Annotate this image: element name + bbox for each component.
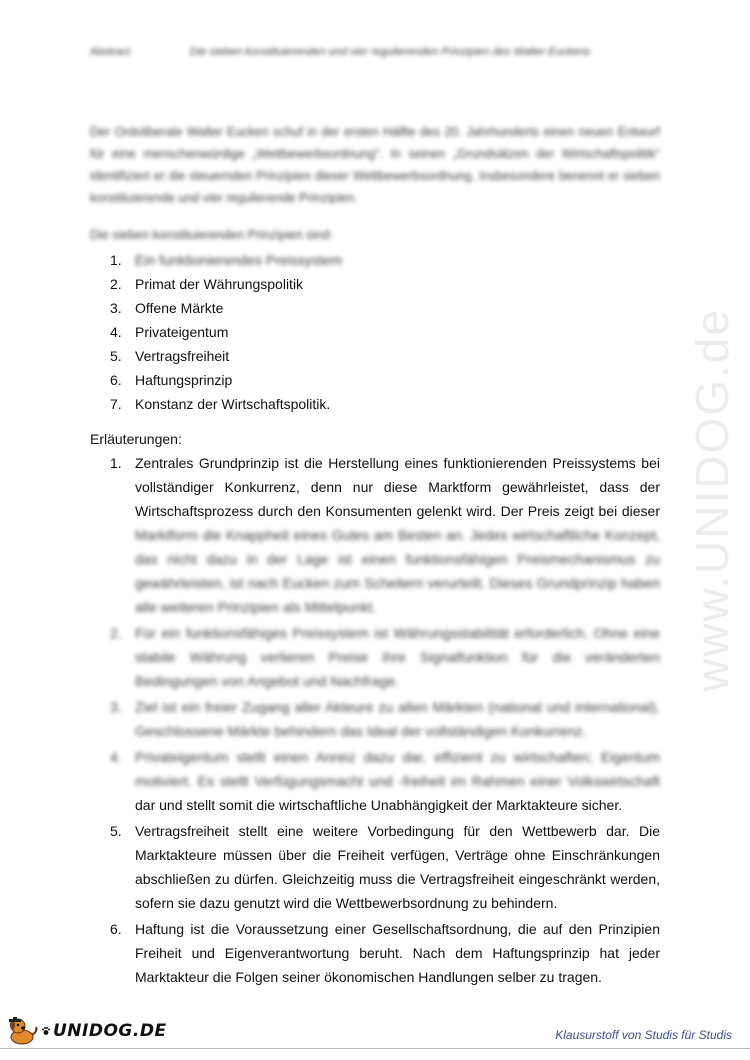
principles-heading: Die sieben konstituierenden Prinzipien sind: [90,228,333,242]
principle-number: 2. [110,276,122,292]
watermark-text: www.UNIDOG.de [686,308,739,692]
explanation-text: Haftung ist die Voraussetzung einer Gesellschaftsordnung, die auf den Prinzipien Freiheit und Eigenverantwortung beruht. Nach dem Haftungsprinzip hat jeder Marktakteur die Folgen seiner ökonomischen Handlungen selber zu tragen. [135,921,660,985]
explanations-list [90,451,660,991]
explanation-number: 5. [110,823,122,839]
principle-text: Haftungsprinzip [135,372,233,388]
footer-tagline: Klausurstoff von Studis für Studis [555,1028,732,1042]
explanation-item [90,451,660,619]
explanations-heading: Erläuterungen: [90,431,182,447]
explanation-item [90,819,660,915]
principle-text: Konstanz der Wirtschaftspolitik. [135,396,331,412]
dog-mascot-icon [6,1016,40,1046]
explanation-item [90,745,660,817]
principle-number: 4. [110,324,122,340]
explanation-text-obscured: Für ein funktionsfähiges Preissystem ist Währungsstabilität erforderlich. Ohne eine stabile Währung verlieren Preise ihre Signalfunktion für die veränderten Bedingungen von Angebot und Nachfrage. [135,625,660,689]
principle-item [90,272,660,296]
explanation-text: Vertragsfreiheit stellt eine weitere Vorbedingung für den Wettbewerb dar. Die Marktakteure müssen über die Freiheit verfügen, Verträge ohne Einschränkungen abschließen zu dürfen. Gleichzeitig muss die Vertragsfreiheit eingeschränkt werden, sofern sie dazu genutzt wird die Wettbewerbsordnung zu behindern. [135,823,660,911]
explanation-text-obscured: Privateigentum stellt einen Anreiz dazu dar, effizient zu wirtschaften; Eigentum motiviert. Es stellt Verfügungsmacht und -freiheit im Rahmen einer Volkswirtschaft [135,749,660,789]
explanation-text-obscured: Marktform die Knappheit eines Gutes am Besten an. Jedes wirtschaftliche Konzept, das nicht dazu in der Lage ist einen funktionsfähigen Preismechanismus zu gewährleisten, ist nach Eucken zum Scheitern verurteilt. Dieses Grundprinzip haben alle weiteren Prinzipien als Mittelpunkt. [135,527,660,615]
explanation-item [90,621,660,693]
paw-icon [41,1026,51,1036]
principle-item [90,248,660,272]
principle-number: 1. [110,252,122,268]
watermark [652,270,750,730]
explanation-text-obscured: Ziel ist ein freier Zugang aller Akteure zu allen Märkten (national und international). Geschlossene Märkte behindern das Ideal der vollständigen Konkurrenz. [135,699,660,739]
explanation-item [90,695,660,743]
explanation-text: dar und stellt somit die wirtschaftliche Unabhängigkeit der Marktakteure sicher. [135,797,623,813]
explanation-number: 2. [110,625,122,641]
explanation-text: Zentrales Grundprinzip ist die Herstellung eines funktionierenden Preissystems bei vollständiger Konkurrenz, denn nur diese Marktform gewährleistet, dass der Wirtschaftsprozess durch den Konsumenten gelenkt wird. Der Preis zeigt bei dieser [135,455,660,519]
principle-text: Primat der Währungspolitik [135,276,304,292]
explanation-number: 4. [110,749,122,765]
unidog-logo[interactable] [6,1016,167,1046]
header-title: Die sieben konstituierenden und vier regulierenden Prinzipien des Walter Euckens [190,46,591,58]
logo-text: UNIDOG.DE [53,1021,167,1041]
principle-number: 5. [110,348,122,364]
principle-text: Offene Märkte [135,300,224,316]
explanation-number: 3. [110,699,122,715]
principle-item [90,368,660,392]
explanation-number: 6. [110,921,122,937]
principle-number: 6. [110,372,122,388]
principle-item [90,344,660,368]
principle-item [90,320,660,344]
principle-item [90,392,660,416]
explanation-number: 1. [110,455,122,471]
explanation-item [90,917,660,989]
principle-text: Privateigentum [135,324,229,340]
principle-text: Vertragsfreiheit [135,348,230,364]
intro-paragraph: Der Ordoliberale Walter Eucken schuf in der ersten Hälfte des 20. Jahrhunderts einen neuen Entwurf für eine menschenwürdige „Wettbewerbsordnung". In seinen „Grundsätzen der Wirtschaftspolitik" identifiziert er die steuernden Prinzipien dieser Wettbewerbsordnung. Insbesondere benennt er sieben konstituierende und vier regulierende Prinzipien. [90,124,660,205]
header-left: Abstract [90,46,131,58]
principles-list [90,248,660,416]
principle-text: Ein funktionierendes Preissystem [135,252,342,268]
principle-number: 7. [110,396,122,412]
footer-divider [0,1048,750,1049]
principle-number: 3. [110,300,122,316]
principle-item [90,296,660,320]
